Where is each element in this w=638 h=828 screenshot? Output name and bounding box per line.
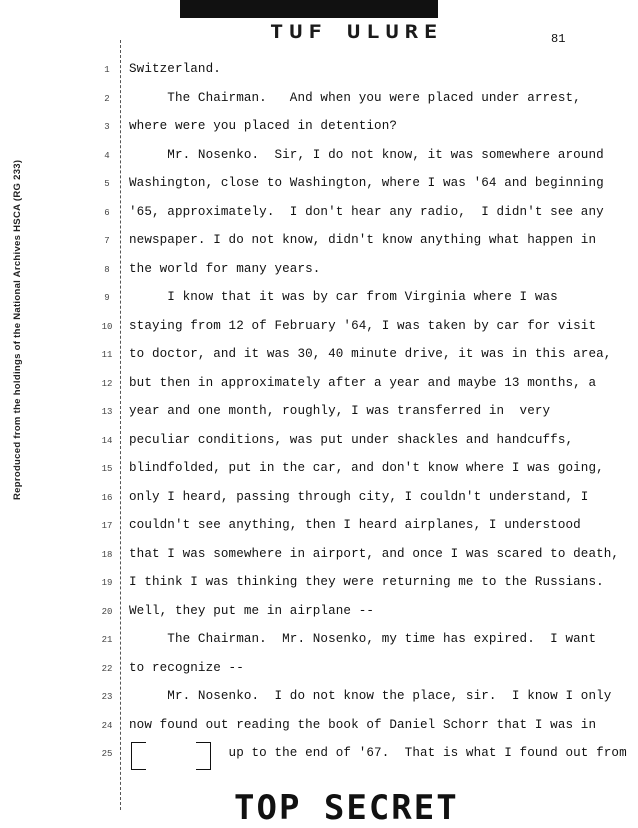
transcript-line: '65, approximately. I don't hear any radio, I didn't see any: [129, 205, 604, 219]
transcript-line: couldn't see anything, then I heard airplanes, I understood: [129, 518, 581, 532]
margin-rule: [120, 40, 121, 810]
line-number: 10: [101, 322, 113, 332]
line-number: 5: [104, 179, 110, 189]
line-number: 14: [101, 436, 113, 446]
line-number: 6: [104, 208, 110, 218]
transcript-line: the world for many years.: [129, 262, 321, 276]
redaction-bracket-left: [131, 742, 146, 770]
transcript-line: Mr. Nosenko. Sir, I do not know, it was somewhere around: [129, 148, 604, 162]
transcript-line: The Chairman. Mr. Nosenko, my time has expired. I want: [129, 632, 597, 646]
transcript-line: to recognize --: [129, 661, 244, 675]
transcript-line: but then in approximately after a year and maybe 13 months, a: [129, 376, 597, 390]
line-number: 7: [104, 236, 110, 246]
page-number: 81: [551, 32, 566, 46]
line-number: 13: [101, 407, 113, 417]
transcript-line: Washington, close to Washington, where I was '64 and beginning: [129, 176, 604, 190]
classification-stamp-header: TUF ULURE: [270, 21, 444, 44]
redaction-bar: [180, 0, 438, 18]
transcript-line: that I was somewhere in airport, and once I was scared to death,: [129, 547, 620, 561]
transcript-line: up to the end of '67. That is what I found out from: [129, 746, 627, 760]
line-number: 1: [104, 65, 110, 75]
line-number: 2: [104, 94, 110, 104]
line-number: 4: [104, 151, 110, 161]
line-number: 20: [101, 607, 113, 617]
transcript-line: Well, they put me in airplane --: [129, 604, 375, 618]
transcript-line: I know that it was by car from Virginia where I was: [129, 290, 558, 304]
transcript-line: Switzerland.: [129, 62, 221, 76]
line-number: 9: [104, 293, 110, 303]
line-number: 11: [101, 350, 113, 360]
line-number: 24: [101, 721, 113, 731]
transcript-line: staying from 12 of February '64, I was taken by car for visit: [129, 319, 597, 333]
line-number: 25: [101, 749, 113, 759]
line-number: 23: [101, 692, 113, 702]
classification-stamp-footer: TOP SECRET: [234, 788, 459, 828]
redaction-bracket-right: [196, 742, 211, 770]
line-number: 15: [101, 464, 113, 474]
transcript-line: now found out reading the book of Daniel Schorr that I was in: [129, 718, 597, 732]
line-number: 19: [101, 578, 113, 588]
line-number: 22: [101, 664, 113, 674]
transcript-line: Mr. Nosenko. I do not know the place, sir. I know I only: [129, 689, 612, 703]
transcript-line: only I heard, passing through city, I couldn't understand, I: [129, 490, 589, 504]
line-number: 8: [104, 265, 110, 275]
transcript-line: peculiar conditions, was put under shackles and handcuffs,: [129, 433, 574, 447]
line-number: 18: [101, 550, 113, 560]
line-number: 21: [101, 635, 113, 645]
line-number: 12: [101, 379, 113, 389]
transcript-line: The Chairman. And when you were placed under arrest,: [129, 91, 581, 105]
transcript-line: year and one month, roughly, I was transferred in very: [129, 404, 551, 418]
transcript-line: I think I was thinking they were returning me to the Russians.: [129, 575, 604, 589]
transcript-line: to doctor, and it was 30, 40 minute drive, it was in this area,: [129, 347, 612, 361]
archive-side-note: Reproduced from the holdings of the National Archives HSCA (RG 233): [12, 159, 23, 500]
line-number: 3: [104, 122, 110, 132]
transcript-line: blindfolded, put in the car, and don't know where I was going,: [129, 461, 604, 475]
line-number: 16: [101, 493, 113, 503]
transcript-line: newspaper. I do not know, didn't know anything what happen in: [129, 233, 597, 247]
transcript-line: where were you placed in detention?: [129, 119, 398, 133]
line-number: 17: [101, 521, 113, 531]
